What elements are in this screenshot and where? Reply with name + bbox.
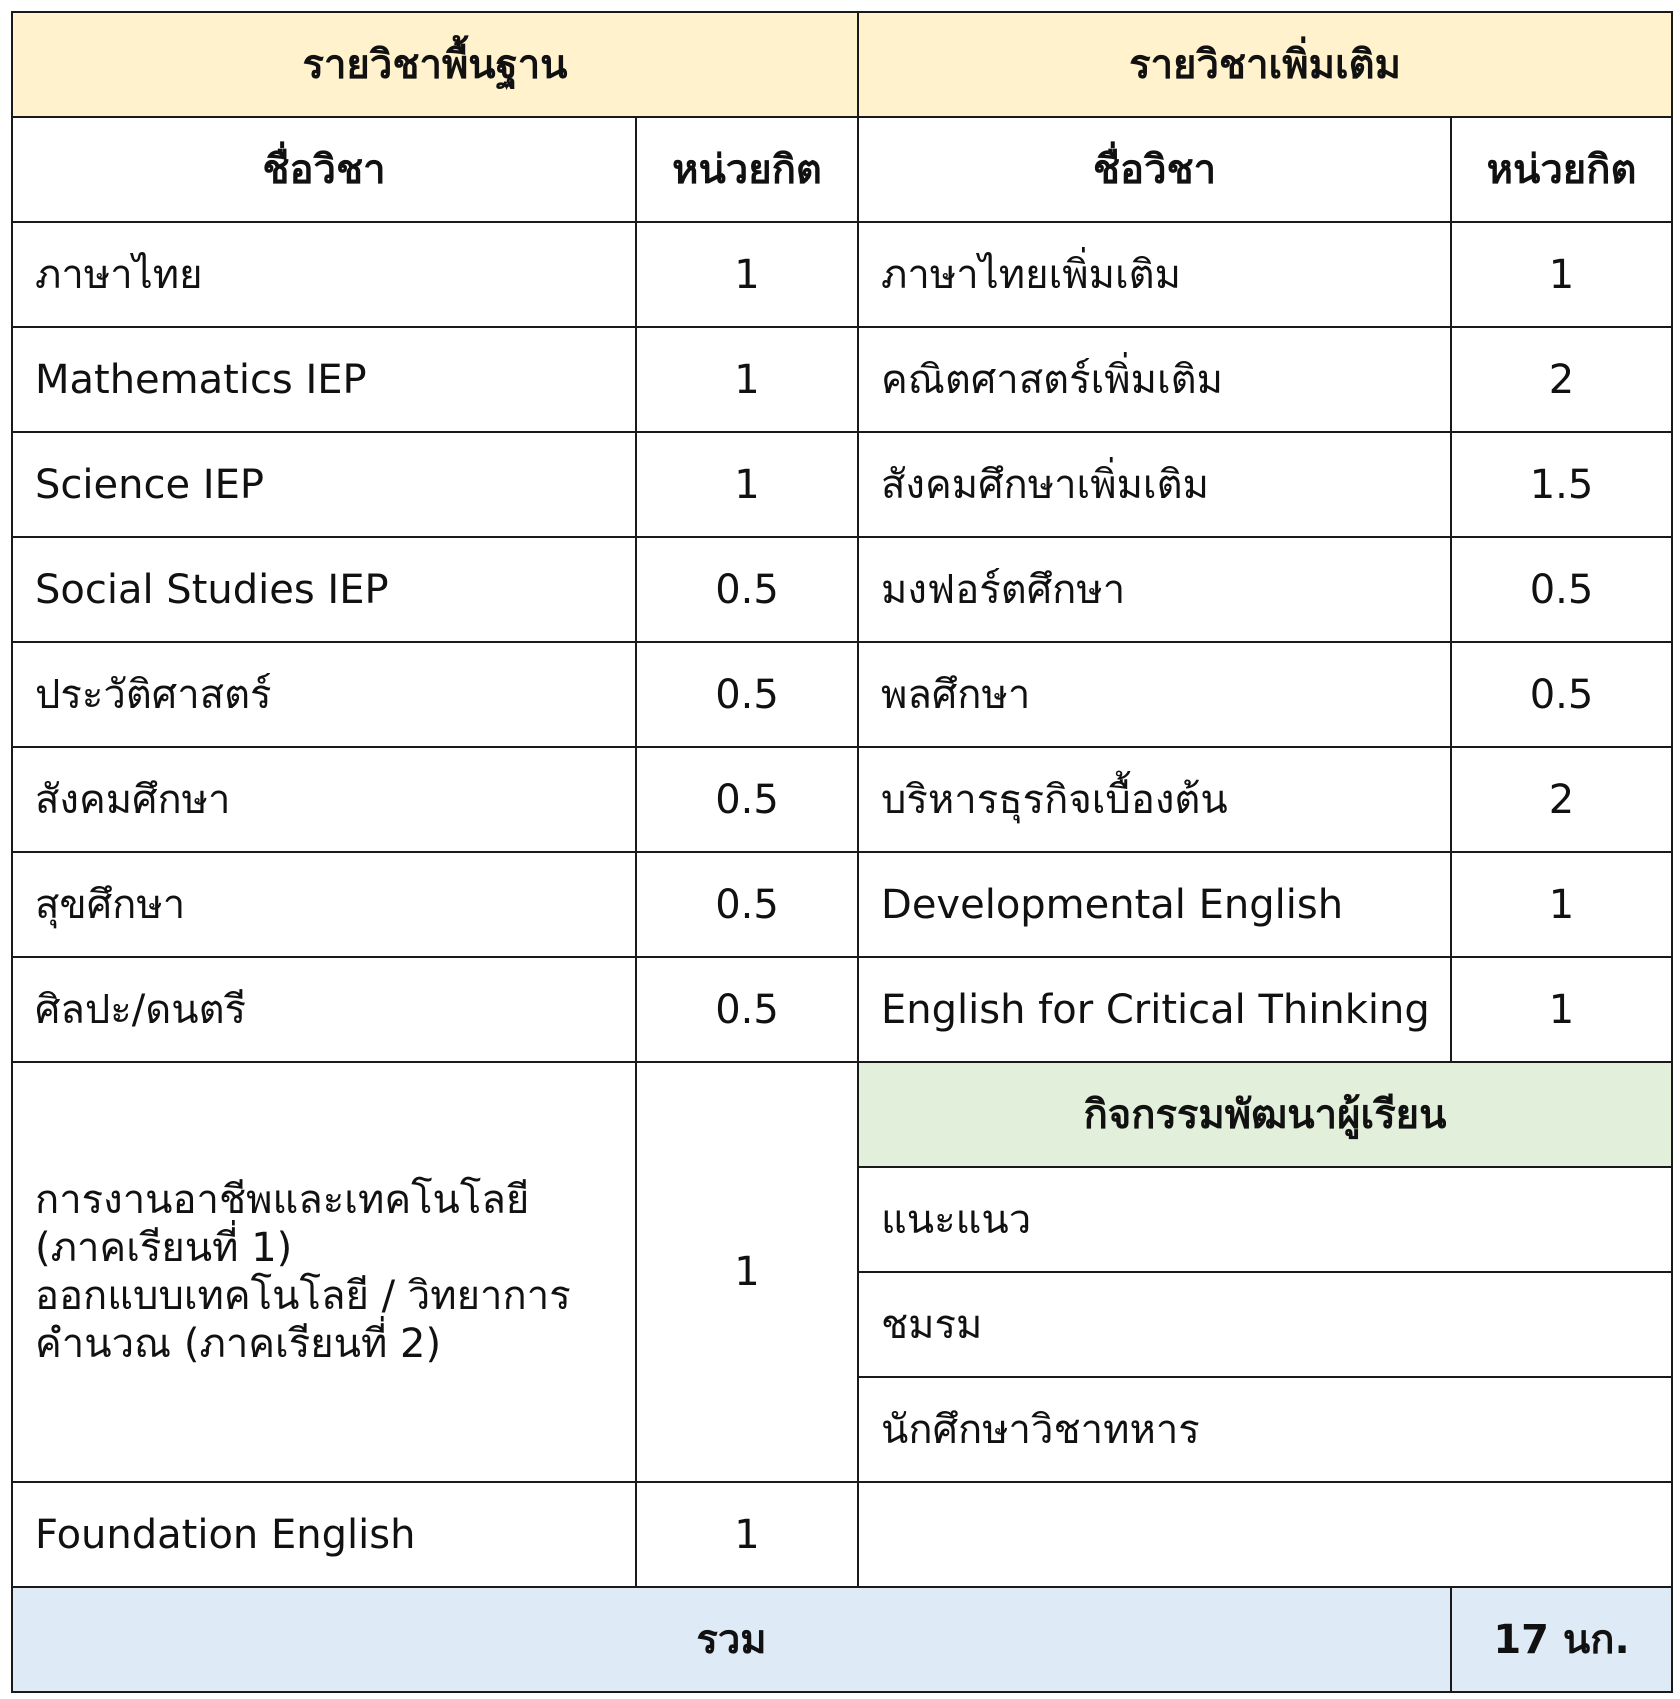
table-row bbox=[12, 222, 1672, 327]
core-subject-name-header: ชื่อวิชา bbox=[12, 117, 636, 222]
core-subject-credits: 0.5 bbox=[636, 957, 858, 1062]
extra-subject-name: Developmental English bbox=[858, 852, 1451, 957]
core-subject-name: สังคมศึกษา bbox=[12, 747, 636, 852]
extra-subject-credits: 2 bbox=[1451, 747, 1672, 852]
table-row bbox=[12, 537, 1672, 642]
extra-subject-name: คณิตศาสตร์เพิ่มเติม bbox=[858, 327, 1451, 432]
total-label: รวม bbox=[12, 1587, 1451, 1692]
table-row bbox=[12, 747, 1672, 852]
total-value: 17 นก. bbox=[1451, 1587, 1672, 1692]
core-subject-credits: 0.5 bbox=[636, 537, 858, 642]
core-subject-credits: 1 bbox=[636, 327, 858, 432]
table-row bbox=[12, 642, 1672, 747]
core-subject-name: สุขศึกษา bbox=[12, 852, 636, 957]
core-subject-credits: 1 bbox=[636, 222, 858, 327]
extra-subject-name-header: ชื่อวิชา bbox=[858, 117, 1451, 222]
core-subject-name: Foundation English bbox=[12, 1482, 636, 1587]
total-row bbox=[12, 1587, 1672, 1692]
extra-subject-credits: 1 bbox=[1451, 222, 1672, 327]
activity-item: นักศึกษาวิชาทหาร bbox=[858, 1377, 1672, 1482]
activities-header: กิจกรรมพัฒนาผู้เรียน bbox=[858, 1062, 1672, 1167]
core-tech-line: (ภาคเรียนที่ 1) bbox=[35, 1225, 293, 1271]
extra-subject-name: English for Critical Thinking bbox=[858, 957, 1451, 1062]
extra-subject-credits: 1.5 bbox=[1451, 432, 1672, 537]
extra-subject-name: ภาษาไทยเพิ่มเติม bbox=[858, 222, 1451, 327]
table-row bbox=[12, 432, 1672, 537]
core-subject-name: Science IEP bbox=[12, 432, 636, 537]
extra-subject-name: พลศึกษา bbox=[858, 642, 1451, 747]
extra-subject-credits: 1 bbox=[1451, 852, 1672, 957]
curriculum-table bbox=[11, 11, 1673, 1693]
extra-subject-credits: 0.5 bbox=[1451, 537, 1672, 642]
column-header-row bbox=[12, 117, 1672, 222]
table-row bbox=[12, 957, 1672, 1062]
table-row bbox=[12, 852, 1672, 957]
empty-cell bbox=[858, 1482, 1672, 1587]
core-subject-credits: 0.5 bbox=[636, 852, 858, 957]
core-subject-credits: 1 bbox=[636, 1482, 858, 1587]
core-subject-name: Mathematics IEP bbox=[12, 327, 636, 432]
extra-credits-header: หน่วยกิต bbox=[1451, 117, 1672, 222]
core-tech-line: ออกแบบเทคโนโลยี / วิทยาการ bbox=[35, 1273, 571, 1319]
core-subject-name: Social Studies IEP bbox=[12, 537, 636, 642]
core-tech-subject-credits: 1 bbox=[636, 1062, 858, 1482]
core-subject-credits: 0.5 bbox=[636, 747, 858, 852]
core-subject-credits: 1 bbox=[636, 432, 858, 537]
core-tech-line: การงานอาชีพและเทคโนโลยี bbox=[35, 1177, 530, 1223]
core-subject-name: ประวัติศาสตร์ bbox=[12, 642, 636, 747]
section-header-row bbox=[12, 12, 1672, 117]
extra-subject-name: มงฟอร์ตศึกษา bbox=[858, 537, 1451, 642]
core-tech-line: คำนวณ (ภาคเรียนที่ 2) bbox=[35, 1321, 442, 1367]
core-tech-subject-name bbox=[12, 1062, 636, 1482]
extra-subject-name: บริหารธุรกิจเบื้องต้น bbox=[858, 747, 1451, 852]
core-subject-name: ภาษาไทย bbox=[12, 222, 636, 327]
extra-subject-credits: 2 bbox=[1451, 327, 1672, 432]
table-row bbox=[12, 1482, 1672, 1587]
core-subject-credits: 0.5 bbox=[636, 642, 858, 747]
core-credits-header: หน่วยกิต bbox=[636, 117, 858, 222]
activity-item: แนะแนว bbox=[858, 1167, 1672, 1272]
core-subjects-header: รายวิชาพื้นฐาน bbox=[12, 12, 858, 117]
extra-subjects-header: รายวิชาเพิ่มเติม bbox=[858, 12, 1672, 117]
core-subject-name: ศิลปะ/ดนตรี bbox=[12, 957, 636, 1062]
extra-subject-name: สังคมศึกษาเพิ่มเติม bbox=[858, 432, 1451, 537]
table-row bbox=[12, 327, 1672, 432]
table-row bbox=[12, 1062, 1672, 1167]
extra-subject-credits: 1 bbox=[1451, 957, 1672, 1062]
extra-subject-credits: 0.5 bbox=[1451, 642, 1672, 747]
activity-item: ชมรม bbox=[858, 1272, 1672, 1377]
